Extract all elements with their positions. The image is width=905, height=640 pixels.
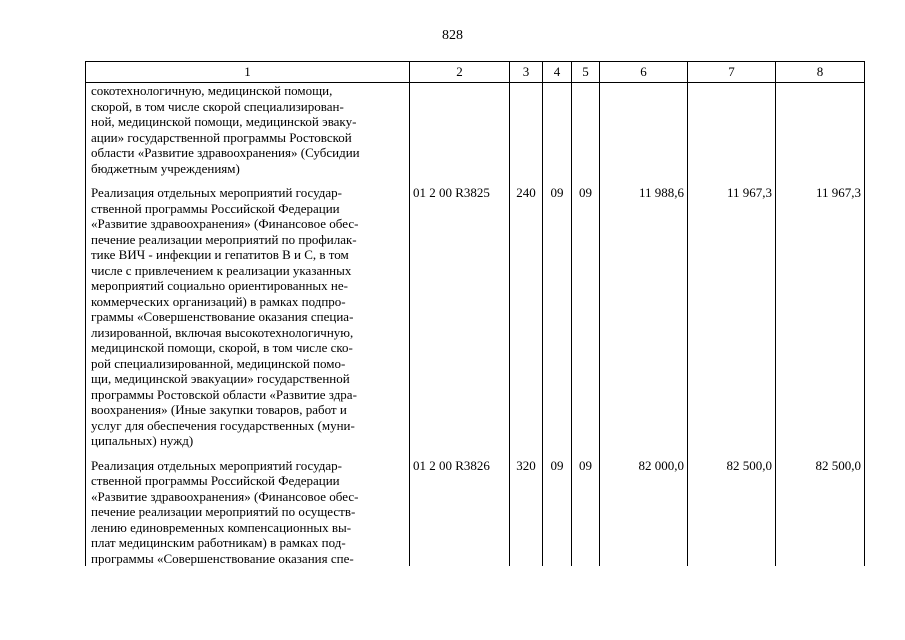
column-number-header-row <box>86 62 865 83</box>
amount-col-7: 11 967,3 <box>688 176 776 449</box>
amount-col-7 <box>688 83 776 177</box>
column-header-1: 1 <box>86 62 410 83</box>
amount-col-8: 82 500,0 <box>776 449 865 567</box>
amount-col-7: 82 500,0 <box>688 449 776 567</box>
column-header-3: 3 <box>510 62 543 83</box>
amount-col-8: 11 967,3 <box>776 176 865 449</box>
target-article-code: 01 2 00 R3825 <box>410 176 510 449</box>
expense-type-code: 320 <box>510 449 543 567</box>
budget-table <box>85 61 865 566</box>
page-number: 828 <box>442 28 463 43</box>
table-row <box>86 449 865 567</box>
row-description: сокотехнологичную, медицинской помощи, скорой, в том числе скорой специализирован- ной, медицинской помощи, медицинской эваку- ации» государственной программы Ростовской области «Развитие здравоохранения» (Субсидии бюджетным учреждениям) <box>86 83 410 177</box>
section-code: 09 <box>543 176 572 449</box>
target-article-code: 01 2 00 R3826 <box>410 449 510 567</box>
column-header-7: 7 <box>688 62 776 83</box>
amount-col-6: 11 988,6 <box>600 176 688 449</box>
column-header-2: 2 <box>410 62 510 83</box>
subsection-code: 09 <box>572 176 600 449</box>
amount-col-6: 82 000,0 <box>600 449 688 567</box>
row-description: Реализация отдельных мероприятий государ- ственной программы Российской Федерации «Развитие здравоохранения» (Финансовое обес- печение реализации мероприятий по осуществ- лению единовременных компенсационных вы- плат медицинским работникам) в рамках под- программы «Совершенствование оказания спе- <box>86 449 410 567</box>
table-row <box>86 83 865 177</box>
expense-type-code <box>510 83 543 177</box>
subsection-code <box>572 83 600 177</box>
amount-col-6 <box>600 83 688 177</box>
amount-col-8 <box>776 83 865 177</box>
expense-type-code: 240 <box>510 176 543 449</box>
row-description: Реализация отдельных мероприятий государ- ственной программы Российской Федерации «Развитие здравоохранения» (Финансовое обес- печение реализации мероприятий по профилак- тике ВИЧ - инфекции и гепатитов B и C, в том числе с привлечением к реализации указанных мероприятий социально ориентированных не- коммерческих организаций) в рамках подпро- граммы «Совершенствование оказания специа- лизированной, включая высокотехнологичную, медицинской помощи, скорой, в том числе ско- рой специализированной, медицинской помо- щи, медицинской эвакуации» государственной программы Ростовской области «Развитие здра- воохранения» (Иные закупки товаров, работ и услуг для обеспечения государственных (муни- ципальных) нужд) <box>86 176 410 449</box>
target-article-code <box>410 83 510 177</box>
section-code <box>543 83 572 177</box>
column-header-6: 6 <box>600 62 688 83</box>
column-header-5: 5 <box>572 62 600 83</box>
column-header-4: 4 <box>543 62 572 83</box>
subsection-code: 09 <box>572 449 600 567</box>
section-code: 09 <box>543 449 572 567</box>
table-row <box>86 176 865 449</box>
column-header-8: 8 <box>776 62 865 83</box>
